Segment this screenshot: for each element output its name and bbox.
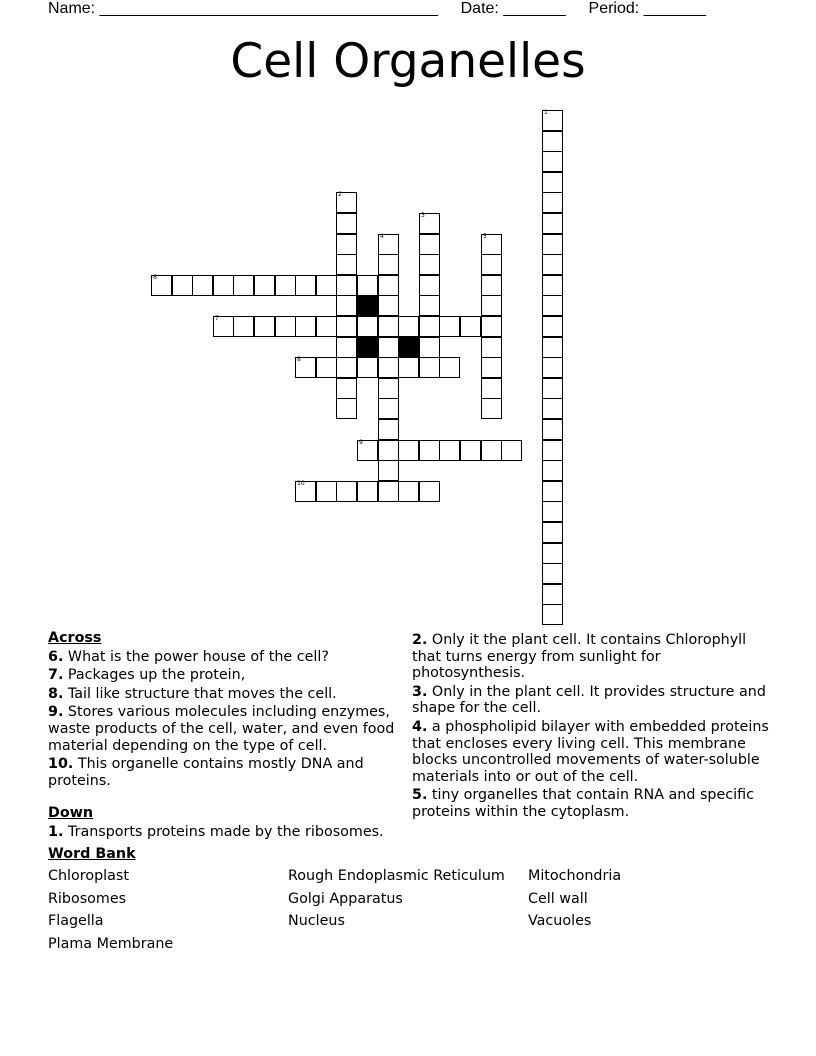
crossword-cell[interactable]	[316, 316, 337, 337]
crossword-cell[interactable]	[542, 522, 563, 543]
crossword-cell[interactable]	[378, 357, 399, 378]
crossword-cell[interactable]	[254, 316, 275, 337]
crossword-cell[interactable]	[213, 316, 234, 337]
crossword-cell[interactable]	[481, 398, 502, 419]
crossword-cell[interactable]	[542, 584, 563, 605]
student-info-line	[48, 0, 706, 18]
clue-text: Stores various molecules including enzymes, waste products of the cell, water, and even food material depending on the type of cell.	[48, 704, 395, 754]
crossword-cell[interactable]	[419, 357, 440, 378]
date-field[interactable]: _______	[503, 0, 566, 17]
crossword-cell[interactable]	[357, 275, 378, 296]
crossword-cell[interactable]	[336, 192, 357, 213]
clue-text: Tail like structure that moves the cell.	[63, 685, 337, 702]
crossword-black-cell	[398, 337, 419, 358]
crossword-cell[interactable]	[336, 337, 357, 358]
crossword-cell[interactable]	[336, 295, 357, 316]
clue-number: 7.	[48, 667, 64, 684]
name-label: Name:	[48, 0, 96, 17]
crossword-cell[interactable]	[419, 275, 440, 296]
word-bank-item: Plama Membrane	[48, 936, 174, 952]
crossword-cell[interactable]	[336, 398, 357, 419]
crossword-cell[interactable]	[542, 295, 563, 316]
crossword-cell[interactable]	[481, 357, 502, 378]
crossword-cell[interactable]	[542, 275, 563, 296]
crossword-cell[interactable]	[378, 316, 399, 337]
word-bank-item: Nucleus	[288, 913, 345, 929]
crossword-cell[interactable]	[542, 378, 563, 399]
crossword-cell[interactable]	[336, 213, 357, 234]
word-bank-item: Chloroplast	[48, 868, 129, 884]
crossword-cell[interactable]	[419, 316, 440, 337]
crossword-cell[interactable]	[275, 275, 296, 296]
crossword-cell[interactable]	[481, 337, 502, 358]
crossword-cell[interactable]	[542, 110, 563, 131]
crossword-cell[interactable]	[336, 254, 357, 275]
word-bank-item: Rough Endoplasmic Reticulum	[288, 868, 505, 884]
crossword-cell[interactable]	[336, 357, 357, 378]
down-clue	[412, 787, 772, 820]
crossword-cell[interactable]	[378, 460, 399, 481]
crossword-cell[interactable]	[542, 192, 563, 213]
clue-number: 4.	[412, 718, 428, 735]
clue-number: 1	[544, 109, 548, 116]
crossword-cell[interactable]	[378, 378, 399, 399]
crossword-cell[interactable]	[295, 357, 316, 378]
crossword-cell[interactable]	[295, 481, 316, 502]
across-heading: Across	[48, 630, 102, 646]
across-clue	[48, 667, 408, 684]
crossword-cell[interactable]	[357, 440, 378, 461]
crossword-cell[interactable]	[378, 254, 399, 275]
crossword-cell[interactable]	[481, 234, 502, 255]
crossword-cell[interactable]	[542, 543, 563, 564]
clue-text: tiny organelles that contain RNA and specific proteins within the cytoplasm.	[412, 787, 754, 820]
crossword-cell[interactable]	[378, 398, 399, 419]
crossword-cell[interactable]	[275, 316, 296, 337]
crossword-cell[interactable]	[233, 316, 254, 337]
clue-number: 9.	[48, 704, 64, 721]
crossword-cell[interactable]	[378, 481, 399, 502]
crossword-cell[interactable]	[233, 275, 254, 296]
crossword-cell[interactable]	[419, 254, 440, 275]
clue-number: 2	[338, 191, 342, 198]
word-bank-item: Mitochondria	[528, 868, 622, 884]
clue-number: 1.	[48, 823, 64, 840]
across-clue	[48, 704, 408, 754]
clue-text: What is the power house of the cell?	[63, 648, 329, 665]
crossword-cell[interactable]	[481, 295, 502, 316]
name-field[interactable]: ______________________________________	[99, 0, 438, 17]
clue-number: 8.	[48, 685, 64, 702]
down-clues-continued	[412, 630, 772, 821]
clue-number: 10	[297, 480, 305, 487]
crossword-cell[interactable]	[336, 378, 357, 399]
crossword-cell[interactable]	[213, 275, 234, 296]
crossword-cell[interactable]	[295, 316, 316, 337]
word-bank-heading: Word Bank	[48, 846, 136, 862]
crossword-cell[interactable]	[481, 378, 502, 399]
crossword-cell[interactable]	[481, 275, 502, 296]
crossword-cell[interactable]	[378, 275, 399, 296]
word-bank-item: Flagella	[48, 913, 104, 929]
clue-text: Only in the plant cell. It provides structure and shape for the cell.	[412, 683, 766, 717]
clue-number: 5	[483, 233, 487, 240]
crossword-cell[interactable]	[481, 254, 502, 275]
crossword-cell[interactable]	[295, 275, 316, 296]
crossword-cell[interactable]	[378, 337, 399, 358]
crossword-cell[interactable]	[378, 295, 399, 316]
crossword-cell[interactable]	[542, 213, 563, 234]
down-clue	[412, 632, 772, 682]
crossword-cell[interactable]	[357, 481, 378, 502]
crossword-cell[interactable]	[419, 481, 440, 502]
clue-number: 4	[380, 233, 384, 240]
crossword-cell[interactable]	[542, 460, 563, 481]
crossword-cell[interactable]	[192, 275, 213, 296]
across-clue	[48, 756, 408, 789]
crossword-cell[interactable]	[398, 440, 419, 461]
crossword-cell[interactable]	[542, 604, 563, 625]
across-clues	[48, 630, 408, 789]
crossword-cell[interactable]	[542, 481, 563, 502]
crossword-cell[interactable]	[398, 481, 419, 502]
crossword-cell[interactable]	[481, 440, 502, 461]
word-bank-item: Cell wall	[528, 891, 588, 907]
clue-number: 10.	[48, 756, 74, 773]
crossword-cell[interactable]	[542, 563, 563, 584]
crossword-cell[interactable]	[419, 440, 440, 461]
crossword-cell[interactable]	[357, 357, 378, 378]
crossword-cell[interactable]	[542, 234, 563, 255]
crossword-cell[interactable]	[439, 316, 460, 337]
crossword-cell[interactable]	[419, 213, 440, 234]
across-clue	[48, 649, 408, 666]
crossword-cell[interactable]	[419, 295, 440, 316]
clue-number: 9	[359, 439, 363, 446]
clue-number: 7	[215, 315, 219, 322]
period-label: Period:	[588, 0, 640, 17]
down-heading: Down	[48, 805, 94, 821]
clue-text: a phospholipid bilayer with embedded proteins that encloses every living cell. This membrane blocks uncontrolled movements of water-soluble materials into or out of the cell.	[412, 718, 769, 785]
period-field[interactable]: _______	[643, 0, 706, 17]
crossword-cell[interactable]	[542, 501, 563, 522]
crossword-cell[interactable]	[398, 316, 419, 337]
clue-number: 2.	[412, 632, 428, 648]
word-bank-item: Golgi Apparatus	[288, 891, 403, 907]
clue-text: Packages up the protein,	[63, 667, 246, 684]
crossword-cell[interactable]	[460, 440, 481, 461]
crossword-cell[interactable]	[542, 254, 563, 275]
crossword-cell[interactable]	[378, 419, 399, 440]
crossword-cell[interactable]	[542, 151, 563, 172]
crossword-cell[interactable]	[316, 357, 337, 378]
crossword-cell[interactable]	[419, 234, 440, 255]
clue-number: 6	[153, 274, 157, 281]
clue-text: This organelle contains mostly DNA and proteins.	[48, 756, 364, 789]
crossword-cell[interactable]	[542, 419, 563, 440]
crossword-cell[interactable]	[439, 357, 460, 378]
crossword-cell[interactable]	[542, 337, 563, 358]
crossword-cell[interactable]	[542, 440, 563, 461]
crossword-cell[interactable]	[336, 316, 357, 337]
crossword-cell[interactable]	[151, 275, 172, 296]
word-bank-item: Vacuoles	[528, 913, 592, 929]
crossword-cell[interactable]	[460, 316, 481, 337]
down-clue	[48, 824, 408, 841]
crossword-cell[interactable]	[336, 234, 357, 255]
crossword-cell[interactable]	[254, 275, 275, 296]
clue-number: 5.	[412, 787, 428, 804]
clue-text: Transports proteins made by the ribosomes.	[63, 823, 384, 840]
crossword-cell[interactable]	[542, 398, 563, 419]
crossword-cell[interactable]	[501, 440, 522, 461]
crossword-cell[interactable]	[542, 316, 563, 337]
crossword-cell[interactable]	[316, 275, 337, 296]
crossword-cell[interactable]	[378, 234, 399, 255]
clue-number: 6.	[48, 648, 64, 665]
crossword-cell[interactable]	[542, 357, 563, 378]
crossword-cell[interactable]	[439, 440, 460, 461]
crossword-cell[interactable]	[378, 440, 399, 461]
down-clue	[412, 719, 772, 785]
page-title: Cell Organelles	[230, 34, 586, 89]
crossword-cell[interactable]	[542, 172, 563, 193]
crossword-black-cell	[357, 295, 378, 316]
crossword-black-cell	[357, 337, 378, 358]
crossword-cell[interactable]	[336, 275, 357, 296]
crossword-cell[interactable]	[357, 316, 378, 337]
crossword-cell[interactable]	[172, 275, 193, 296]
crossword-cell[interactable]	[481, 316, 502, 337]
crossword-cell[interactable]	[542, 131, 563, 152]
across-clue	[48, 686, 408, 703]
crossword-cell[interactable]	[316, 481, 337, 502]
down-clues	[48, 805, 408, 840]
crossword-cell[interactable]	[398, 357, 419, 378]
date-label: Date:	[460, 0, 499, 17]
clue-number: 3.	[412, 683, 428, 700]
clue-number: 3	[421, 212, 425, 219]
clue-number: 8	[297, 356, 301, 363]
crossword-cell[interactable]	[336, 481, 357, 502]
word-bank-item: Ribosomes	[48, 891, 127, 907]
clue-text: Only it the plant cell. It contains Chlorophyll that turns energy from sunlight for photosynthesis.	[412, 632, 747, 682]
crossword-cell[interactable]	[419, 337, 440, 358]
down-clue	[412, 684, 772, 717]
